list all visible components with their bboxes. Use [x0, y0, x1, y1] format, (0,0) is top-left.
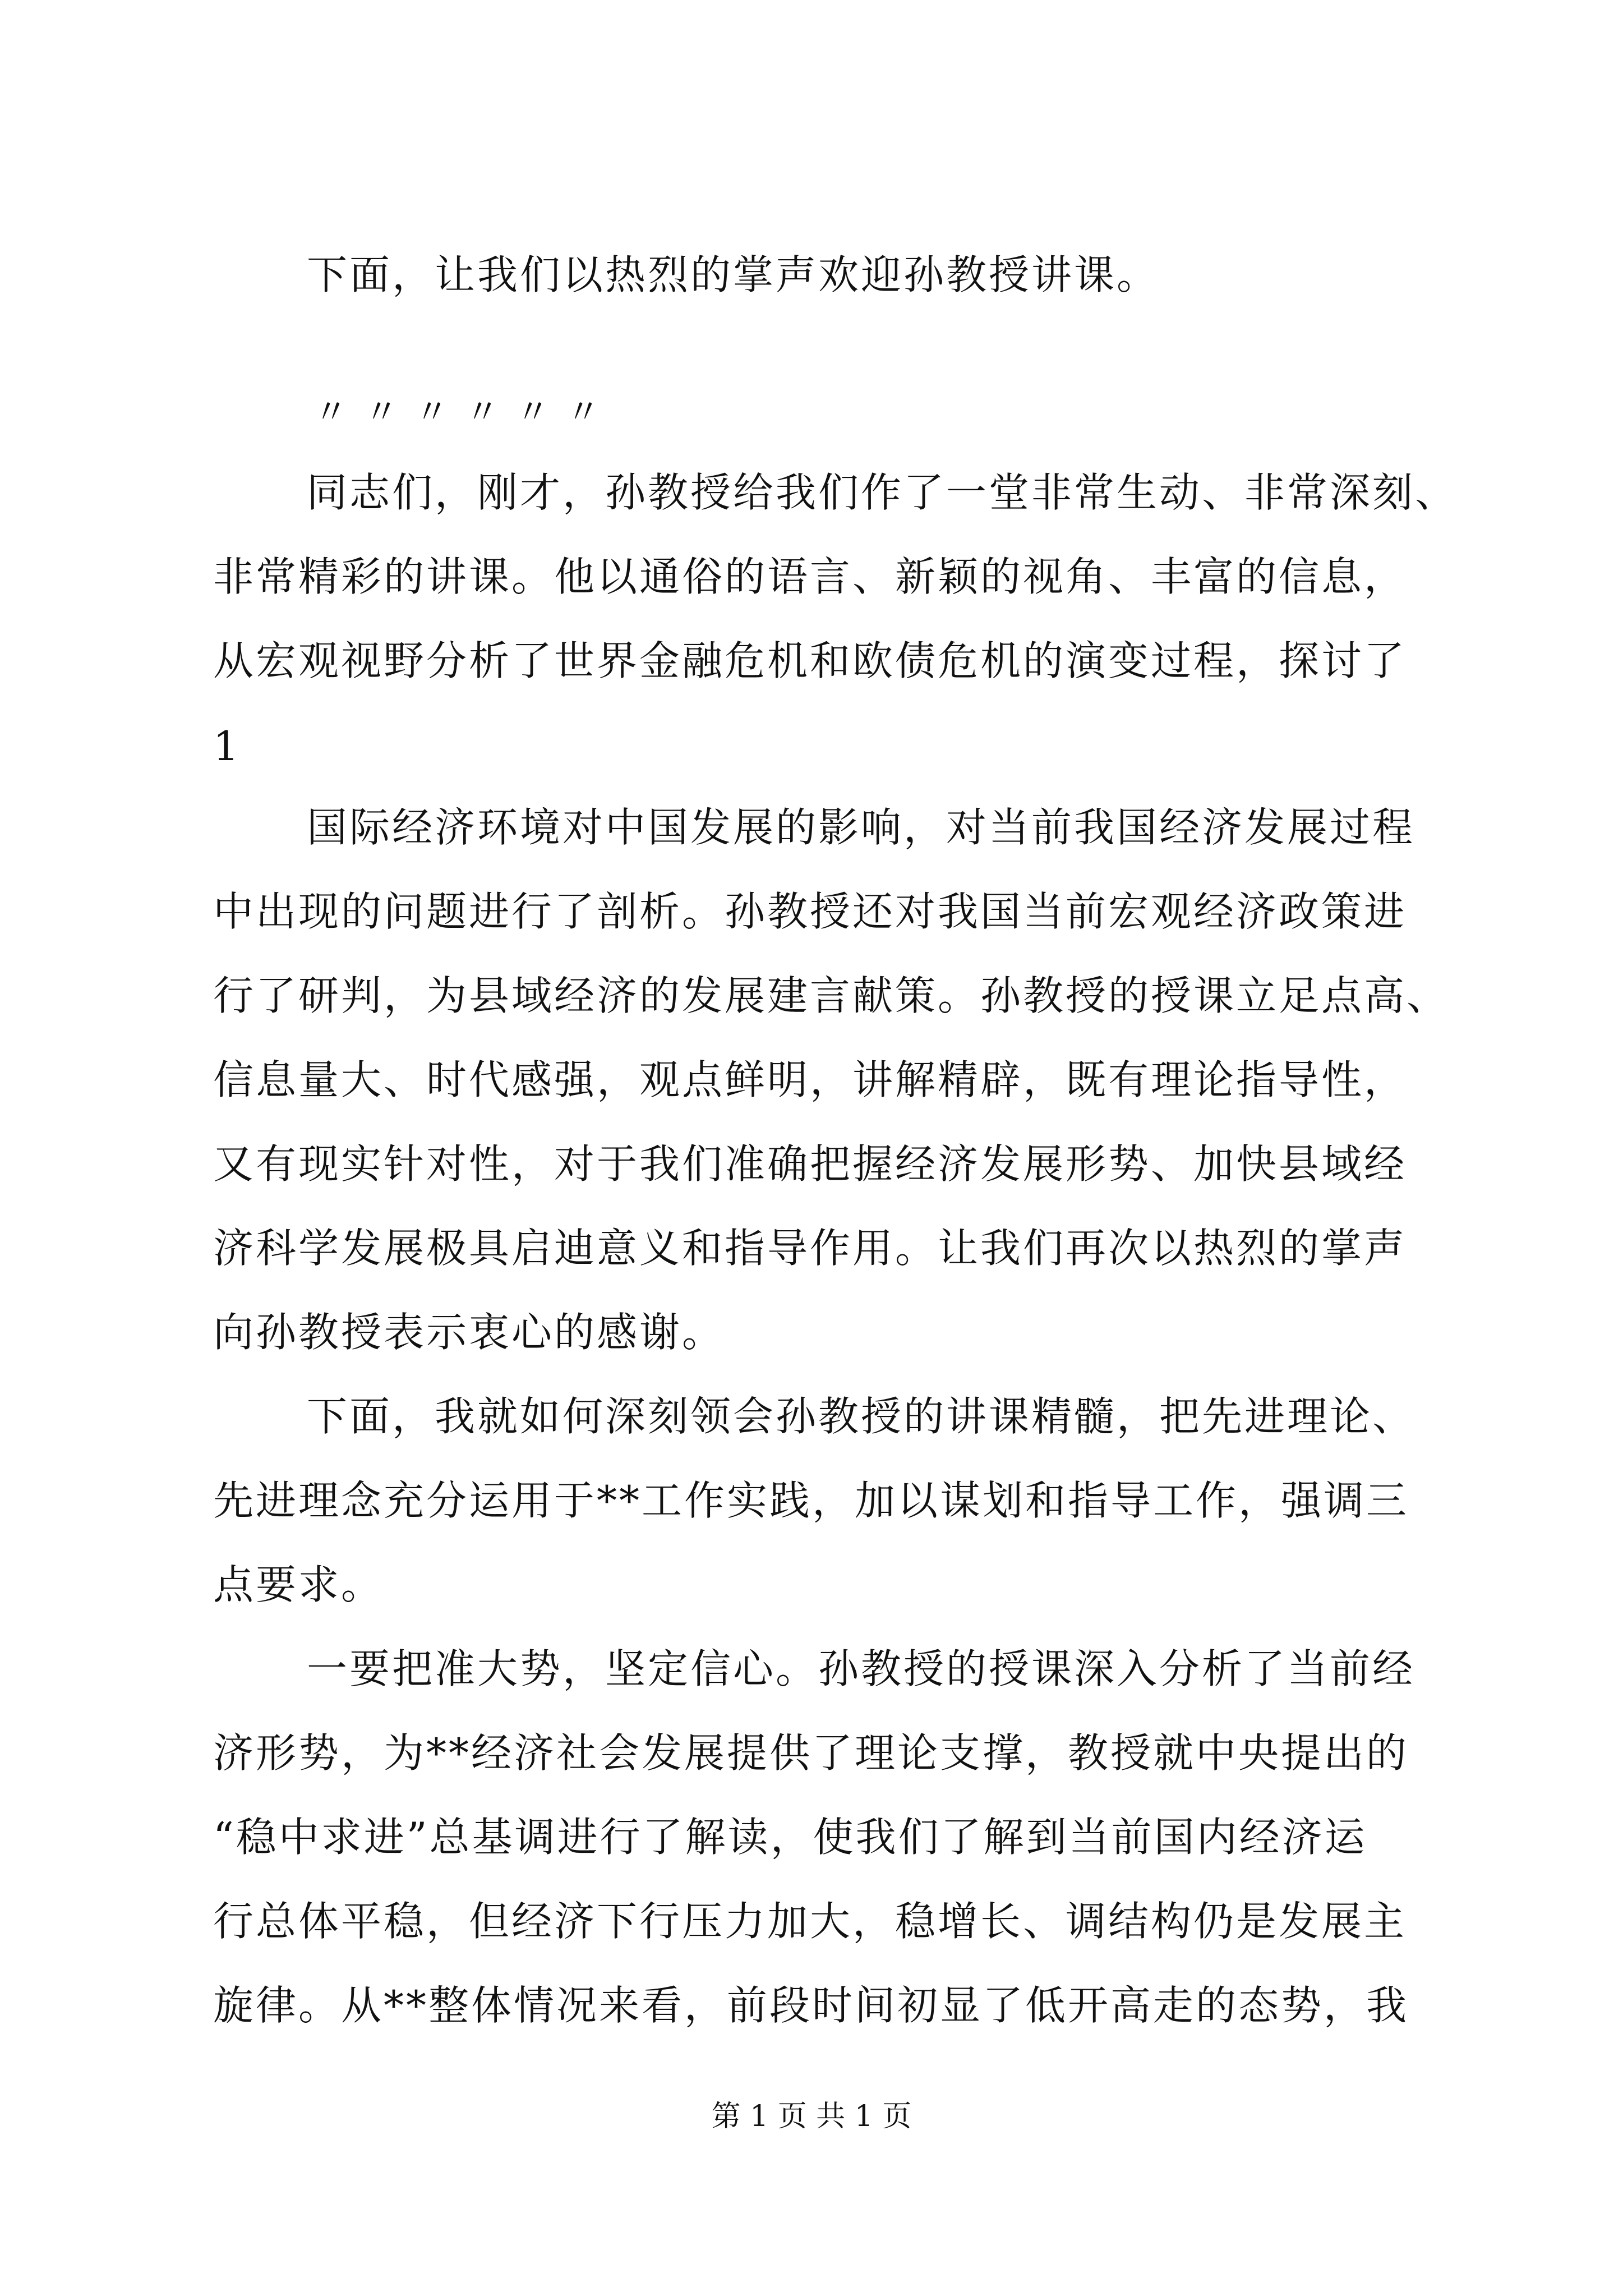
paragraph-line: “稳中求进”总基调进行了解读，使我们了解到当前国内经济运: [213, 1814, 1367, 1861]
paragraph-line: 行了研判，为县域经济的发展建言献策。孙教授的授课立足点高、: [213, 972, 1450, 1019]
paragraph-line: 向孙教授表示衷心的感谢。: [213, 1309, 725, 1356]
paragraph-line: 国际经济环境对中国发展的影响，对当前我国经济发展过程: [307, 804, 1415, 851]
paragraph-line: 先进理念充分运用于**工作实践，加以谋划和指导工作，强调三: [213, 1477, 1409, 1524]
page-footer: 第 1 页 共 1 页: [711, 2100, 912, 2133]
paragraph-line: 下面，我就如何深刻领会孙教授的讲课精髓，把先进理论、: [307, 1393, 1415, 1440]
paragraph-line: 济形势，为**经济社会发展提供了理论支撑，教授就中央提出的: [213, 1729, 1409, 1777]
paragraph-line: 旋律。从**整体情况来看，前段时间初显了低开高走的态势，我: [213, 1982, 1409, 2029]
paragraph-line: 行总体平稳，但经济下行压力加大，稳增长、调结构仍是发展主: [213, 1898, 1407, 1945]
paragraph-line: 信息量大、时代感强，观点鲜明，讲解精辟，既有理论指导性，: [213, 1056, 1407, 1103]
page-number-marker: 1: [213, 723, 241, 770]
paragraph-line: 同志们，刚才，孙教授给我们作了一堂非常生动、非常深刻、: [307, 469, 1458, 516]
paragraph-line: 又有现实针对性，对于我们准确把握经济发展形势、加快县域经: [213, 1140, 1407, 1188]
paragraph-line: 一要把准大势，坚定信心。孙教授的授课深入分析了当前经: [307, 1645, 1415, 1692]
paragraph-line: 点要求。: [213, 1561, 384, 1608]
paragraph-line: 下面，让我们以热烈的掌声欢迎孙教授讲课。: [307, 251, 1160, 298]
paragraph-line: 非常精彩的讲课。他以通俗的语言、新颖的视角、丰富的信息，: [213, 553, 1407, 600]
paragraph-line: 从宏观视野分析了世界金融危机和欧债危机的演变过程，探讨了: [213, 637, 1407, 684]
paragraph-line: 中出现的问题进行了剖析。孙教授还对我国当前宏观经济政策进: [213, 888, 1407, 935]
ditto-marks: 〃〃〃〃〃〃: [314, 393, 617, 432]
paragraph-line: 济科学发展极具启迪意义和指导作用。让我们再次以热烈的掌声: [213, 1225, 1407, 1272]
